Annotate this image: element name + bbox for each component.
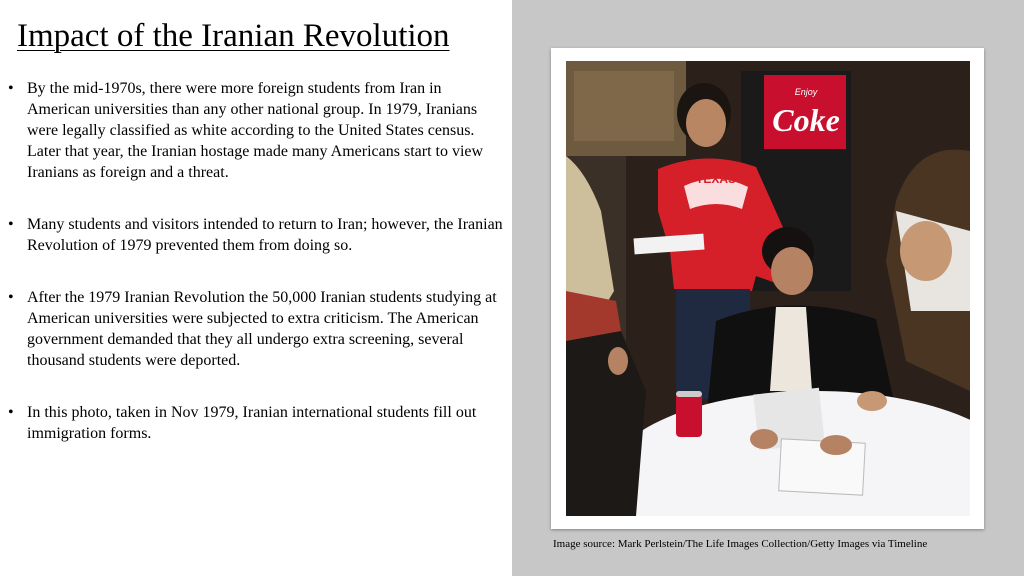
bullet-item	[8, 402, 506, 444]
sign-enjoy-text: Enjoy	[794, 87, 818, 97]
bullet-marker: •	[8, 216, 14, 233]
bullet-text: By the mid-1970s, there were more foreign students from Iran in American universities than any other national group. In 1979, Iranians were legally classified as white according to the United States census. Later that year, the Iranian hostage made many Americans start to view Iranians as foreign and a threat.	[27, 80, 484, 181]
slide-title: Impact of the Iranian Revolution	[17, 18, 450, 54]
historical-photo	[566, 61, 970, 516]
image-source-caption: Image source: Mark Perlstein/The Life Images Collection/Getty Images via Timeline	[553, 538, 928, 550]
photo-frame	[551, 48, 984, 529]
photo-illustration	[566, 61, 970, 516]
bullet-marker: •	[8, 289, 14, 306]
bullet-marker: •	[8, 80, 14, 97]
bullet-marker: •	[8, 404, 14, 421]
bullet-text: Many students and visitors intended to return to Iran; however, the Iranian Revolution of 1979 prevented them from doing so.	[27, 216, 503, 254]
bullet-text: In this photo, taken in Nov 1979, Iranian international students fill out immigration forms.	[27, 404, 477, 442]
bullet-list	[8, 78, 506, 475]
bullet-item	[8, 287, 506, 371]
bullet-text: After the 1979 Iranian Revolution the 50,000 Iranian students studying at American universities were subjected to extra criticism. The American government demanded that they all undergo extra screening, several thousand students were deported.	[27, 289, 497, 369]
bullet-item	[8, 214, 506, 256]
bullet-item	[8, 78, 506, 183]
sign-coke-text: Coke	[772, 102, 840, 138]
shirt-text: TEXAS	[695, 172, 737, 186]
